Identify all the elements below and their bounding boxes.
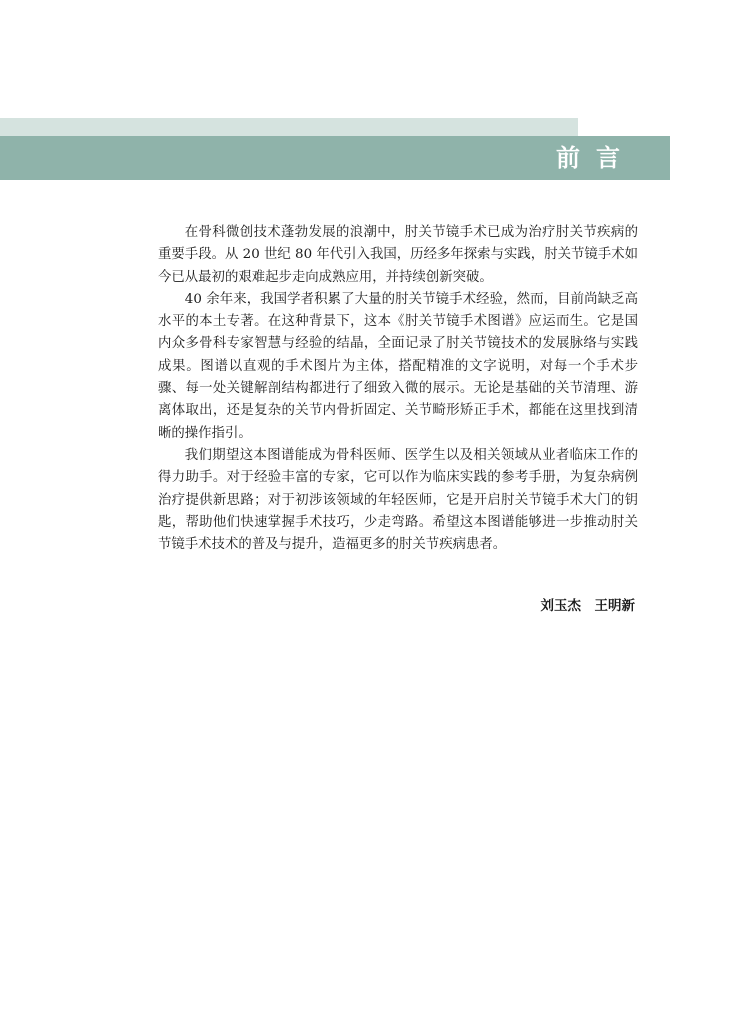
paragraph-1: 在骨科微创技术蓬勃发展的浪潮中，肘关节镜手术已成为治疗肘关节疾病的重要手段。从 20 世纪 80 年代引入我国，历经多年探索与实践，肘关节镜手术如今已从最初的艰难起步走向成熟应用，并持续创新突破。 [158,225,638,285]
paragraph-3: 我们期望这本图谱能成为骨科医师、医学生以及相关领域从业者临床工作的得力助手。对于经验丰富的专家，它可以作为临床实践的参考手册，为复杂病例治疗提供新思路；对于初涉该领域的年轻医师，它是开启肘关节镜手术大门的钥匙，帮助他们快速掌握手术技巧，少走弯路。希望这本图谱能够进一步推动肘关节镜手术技术的普及与提升，造福更多的肘关节疾病患者。 [158,447,638,553]
header-band-light [0,118,578,136]
preface-body [158,222,638,556]
page-title: 前言 [556,144,636,172]
author-signature: 刘玉杰 王明新 [540,598,635,614]
paragraph-2: 40 余年来，我国学者积累了大量的肘关节镜手术经验，然而，目前尚缺乏高水平的本土专著。在这种背景下，这本《肘关节镜手术图谱》应运而生。它是国内众多骨科专家智慧与经验的结晶，全面记录了肘关节镜技术的发展脉络与实践成果。图谱以直观的手术图片为主体，搭配精准的文字说明，对每一个手术步骤、每一处关键解剖结构都进行了细致入微的展示。无论是基础的关节清理、游离体取出，还是复杂的关节内骨折固定、关节畸形矫正手术，都能在这里找到清晰的操作指引。 [158,291,638,441]
